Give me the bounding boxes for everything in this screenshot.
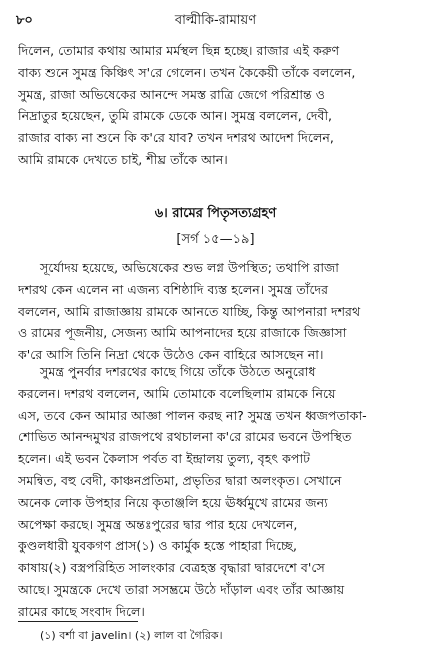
section-subheading: [সর্গ ১৫—১৯] xyxy=(176,232,255,247)
text-line: দশরথ কেন এলেন না এজন্য বশিষ্ঠাদি ব্যস্ত হলেন। সুমন্ত্র তাঁদের xyxy=(18,281,329,297)
text-line: সমন্বিত, বহু বেদী, কাঞ্চনপ্রতিমা, প্রভৃতির দ্বারা অলংকৃত। সেখানে xyxy=(18,472,342,488)
page-header xyxy=(16,11,415,31)
text-line: রাজার বাক্য না শুনে কি ক'রে যাব? তখন দশরথ আদেশ দিলেন, xyxy=(18,130,334,146)
text-line: অনেক লোক উপহার নিয়ে কৃতাঞ্জলি হয়ে ঊর্ধ্বমুখে রামের জন্য xyxy=(18,494,328,510)
paragraph-sunrise xyxy=(18,257,414,366)
page-number: ৮০ xyxy=(16,13,33,28)
text-line: বললেন, আমি রাজাজ্ঞায় রামকে আনতে যাচ্ছি, কিন্তু আপনারা দশরথ xyxy=(18,303,361,319)
text-line: কুণ্ডলধারী যুবকগণ প্রাস(১) ও কার্মুক হস্তে পাহারা দিচ্ছে, xyxy=(18,538,297,554)
text-line: করলেন। দশরথ বললেন, আমি তোমাকে বলেছিলাম রামকে নিয়ে xyxy=(18,385,336,401)
text-line: সূর্যোদয় হয়েছে, অভিষেকের শুভ লগ্ন উপস্থিত; তথাপি রাজা xyxy=(40,260,339,275)
text-line: অপেক্ষা করছে। সুমন্ত্র অন্তঃপুরের দ্বার পার হয়ে দেখলেন, xyxy=(18,516,298,532)
text-line: হলেন। এই ভবন কৈলাস পর্বত বা ইন্দ্রালয় তুল্য, বৃহৎ কপাট xyxy=(18,451,310,467)
text-line: আমি রামকে দেখতে চাই, শীঘ্র তাঁকে আন। xyxy=(18,151,228,167)
footnote: (১) বর্শা বা javelin। (২) লাল বা গৈরিক। xyxy=(40,629,223,642)
text-line: বাক্য শুনে সুমন্ত্র কিঞ্চিৎ স'রে গেলেন। তখন কৈকেয়ী তাঁকে বললেন, xyxy=(18,64,356,80)
text-line: দিলেন, তোমার কথায় আমার মর্মস্থল ছিন্ন হচ্ছে। রাজার এই করুণ xyxy=(18,43,340,58)
text-line: রামের কাছে সংবাদ দিলে। xyxy=(18,603,145,619)
paragraph-sumantra xyxy=(18,361,414,623)
text-line: শোভিত আনন্দমুখর রাজপথে রথচালনা ক'রে রামের ভবনে উপস্থিত xyxy=(18,429,352,445)
text-line: ক'রে আসি তিনি নিদ্রা থেকে উঠেও কেন বাহিরে আসছেন না। xyxy=(18,347,324,363)
section-heading: ৬। রামের পিতৃসত্যগ্রহণ xyxy=(154,206,277,221)
text-line: নিদ্রাতুর হয়েছেন, তুমি রামকে ডেকে আন। সুমন্ত্র বললেন, দেবী, xyxy=(18,108,333,124)
running-title: বাল্মীকি-রামায়ণ xyxy=(174,13,257,28)
text-line: সুমন্ত্র পুনর্বার দশরথের কাছে গিয়ে তাঁকে উঠতে অনুরোধ xyxy=(40,364,316,379)
text-line: ও রামের পূজনীয়, সেজন্য আমি আপনাদের হয়ে রাজাকে জিজ্ঞাসা xyxy=(18,325,347,341)
text-line: আছে। সুমন্ত্রকে দেখে তারা সসম্ভ্রমে উঠে দাঁড়াল এবং তাঁর আজ্ঞায় xyxy=(18,581,345,597)
text-line: সুমন্ত্র, রাজা অভিষেকের আনন্দে সমস্ত রাত্রি জেগে পরিশ্রান্ত ও xyxy=(18,86,325,102)
text-line: কাষায়(২) বস্ত্রপরিহিত সালংকার বেত্রহস্ত বৃদ্ধারা দ্বারদেশে ব'সে xyxy=(18,560,325,576)
text-line: এস, তবে কেন আমার আজ্ঞা পালন করছ না? সুমন্ত্র তখন ধ্বজপতাকা- xyxy=(18,407,367,423)
footnote-divider xyxy=(18,621,138,622)
paragraph-continuation xyxy=(18,40,414,171)
